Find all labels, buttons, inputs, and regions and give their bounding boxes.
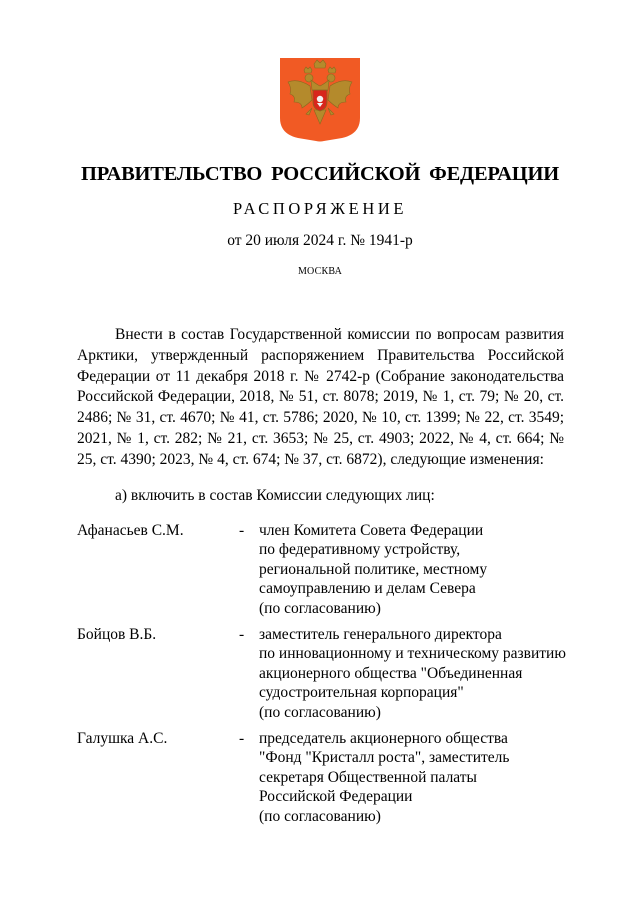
member-role — [259, 521, 569, 618]
role-line: секретаря Общественной палаты — [259, 768, 477, 786]
page-title: ПРАВИТЕЛЬСТВО РОССИЙСКОЙ ФЕДЕРАЦИИ — [81, 163, 559, 185]
role-line: по федеративному устройству, — [259, 541, 461, 559]
role-line: "Фонд "Кристалл роста", заместитель — [259, 749, 510, 767]
document-date-number: от 20 июля 2024 г. № 1941-р — [227, 232, 413, 249]
member-dash: - — [239, 522, 245, 539]
role-line: председатель акционерного общества — [259, 730, 508, 747]
main-paragraph: Внести в состав Государственной комиссии по вопросам развития Арктики, утвержденный распоряжением Правительства Российской Федерации от 11 декабря 2018 г. № 2742-р (Собрание законодательства Российской Федерации, 2018, № 51, ст. 8078; 2019, № 1, ст. 79; № 20, ст. 2486; № 31, ст. 4670; № 41, ст. 5786; 2020, № 10, ст. 1399; № 22, ст. 3549; 2021, № 1, ст. 282; № 21, ст. 3653; № 25, ст. 4903; 2022, № 4, ст. 664; № 25, ст. 4390; 2023, № 4, ст. 674; № 37, ст. 6872), следующие изменения: — [77, 326, 564, 468]
member-dash: - — [239, 730, 245, 747]
document-city: МОСКВА — [297, 266, 343, 277]
role-line: судостроительная корпорация" — [259, 684, 464, 702]
role-line: по инновационному и техническому развитию — [259, 645, 566, 663]
role-line: региональной политике, местному — [259, 560, 488, 578]
role-line: акционерного общества "Объединенная — [259, 664, 523, 682]
role-line: (по согласованию) — [259, 703, 381, 721]
item-a: а) включить в состав Комиссии следующих лиц: — [115, 487, 435, 504]
document-type: РАСПОРЯЖЕНИЕ — [232, 199, 408, 218]
member-name: Бойцов В.Б. — [77, 626, 157, 643]
member-role — [259, 729, 569, 826]
role-line: самоуправлению и делам Севера — [259, 580, 476, 598]
russian-coat-of-arms-icon — [276, 56, 364, 142]
role-line: член Комитета Совета Федерации — [259, 522, 484, 539]
member-name: Афанасьев С.М. — [77, 522, 184, 539]
member-name: Галушка А.С. — [77, 730, 168, 747]
role-line: заместитель генерального директора — [259, 626, 502, 643]
role-line: Российской Федерации — [259, 788, 413, 806]
member-dash: - — [239, 626, 245, 643]
role-line: (по согласованию) — [259, 599, 381, 617]
member-role — [259, 625, 569, 722]
role-line: (по согласованию) — [259, 807, 381, 825]
